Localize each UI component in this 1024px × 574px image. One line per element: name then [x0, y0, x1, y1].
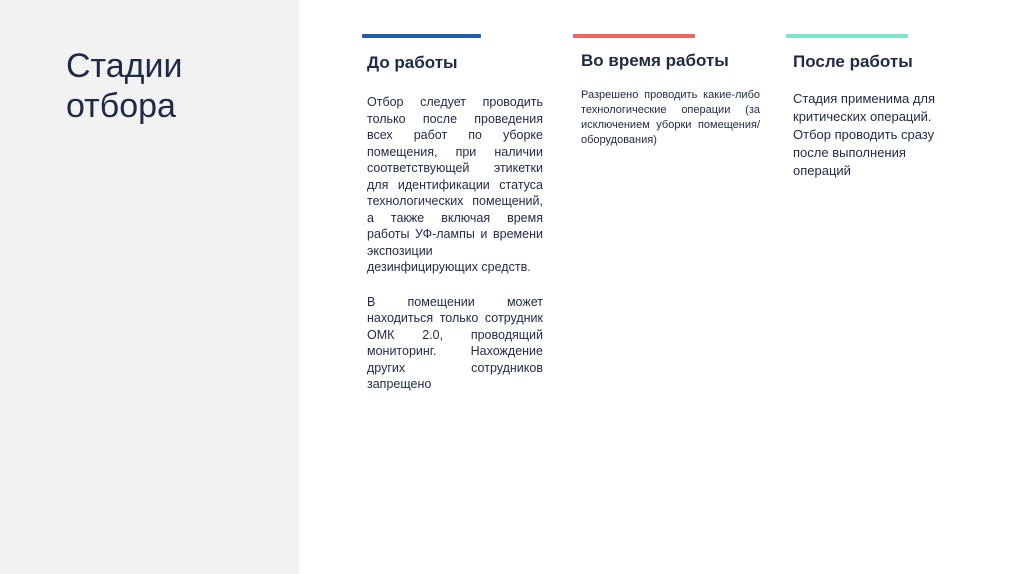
column-heading: До работы: [367, 53, 458, 72]
accent-bar-mint: [786, 34, 908, 38]
column-paragraph: Стадия применима для критических операций. Отбор проводить сразу после выполнения операций: [793, 91, 936, 178]
column-heading: После работы: [793, 52, 913, 71]
column-heading: Во время работы: [581, 51, 729, 70]
column-before-work: [362, 34, 543, 393]
column-paragraph: Отбор следует проводить только после проведения всех работ по уборке помещения, при наличии соответствующей этикетки для идентификации статуса технологических помещений, а также включая время работы УФ-лампы и времени экспозиции дезинфицирующих средств.: [367, 95, 543, 274]
accent-bar-blue: [362, 34, 481, 38]
column-after-work: [786, 34, 966, 180]
accent-bar-red: [573, 34, 695, 38]
slide-title-line2: отбора: [66, 87, 176, 125]
slide-title-line1: Стадии: [66, 47, 183, 85]
column-paragraph: Разрешено проводить какие-либо технологические операции (за исключением уборки помещения/оборудования): [581, 89, 760, 146]
column-during-work: [573, 34, 760, 148]
column-paragraph: В помещении может находиться только сотрудник ОМК 2.0, проводящий мониторинг. Нахождение других сотрудников запрещено: [367, 294, 543, 391]
slide-title: [66, 46, 182, 126]
